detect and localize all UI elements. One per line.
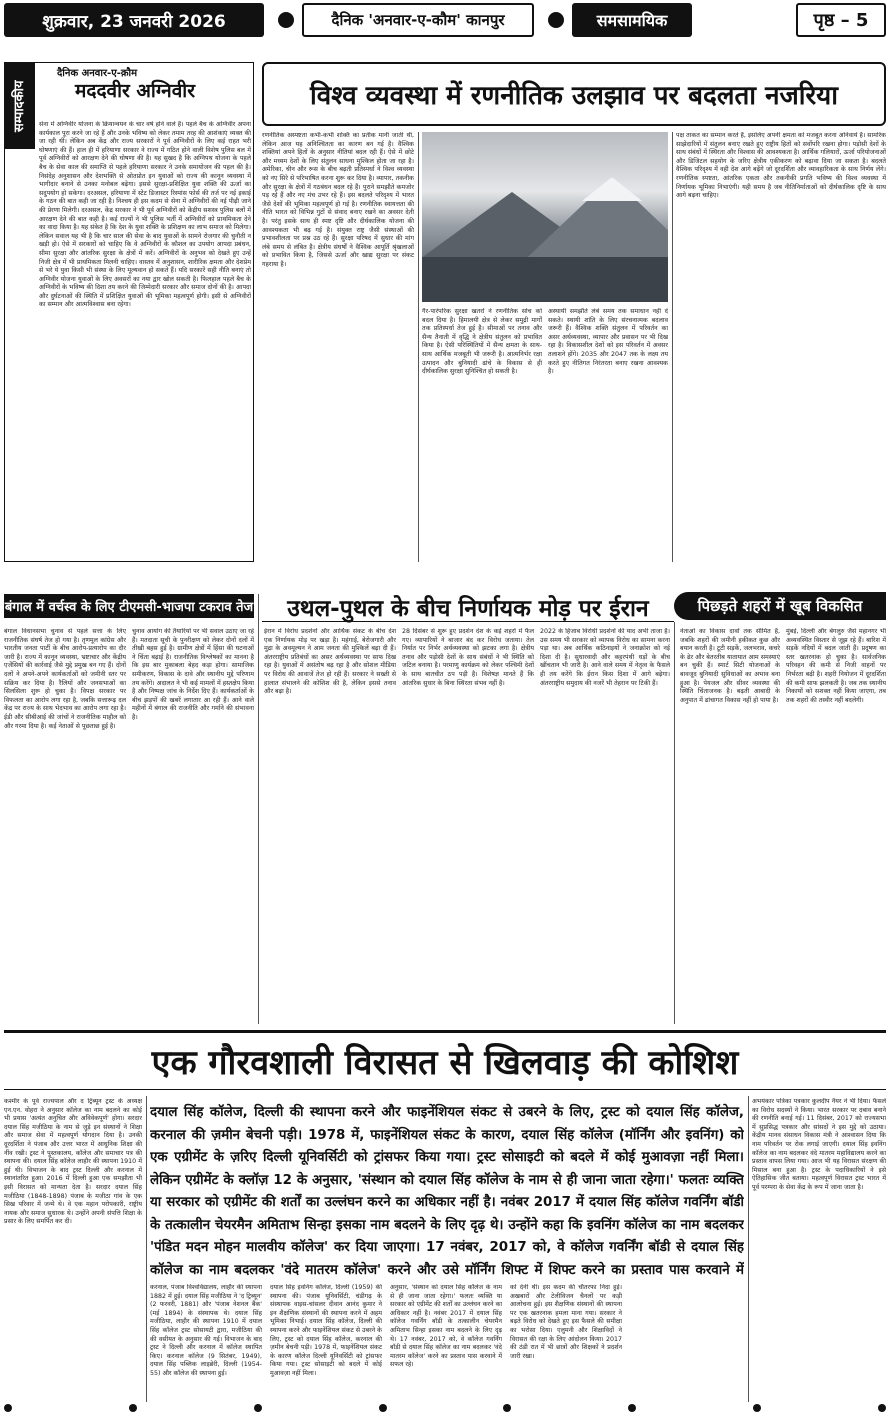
bengal-col-1: बंगाल विधानसभा चुनाव से पहले सत्ता के लिए राजनीतिक संघर्ष तेज हो गया है। तृणमूल कांग्रेस और भारतीय जनता पार्टी के बीच आरोप-प्रत्यारोप का दौर जारी है। राज्य में कानून व्यवस्था, भ्रष्टाचार और केंद्रीय एजेंसियों की कार्रवाई जैसे मुद्दे प्रमुख बन गए हैं। दोनों दलों ने अपने-अपने कार्यकर्ताओं को जमीनी स्तर पर सक्रिय कर दिया है। रैलियों और जनसभाओं का सिलसिला शुरू हो चुका है। विपक्ष सरकार पर विफलता का आरोप लगा रहा है, जबकि सत्तारूढ़ दल केंद्र पर राज्य के साथ भेदभाव का आरोप लगा रहा है। ईडी और सीबीआई की जांचों ने राजनीतिक माहौल को और गरमा दिया है। कई नेताओं से पूछताछ हुई है। [4,628,126,730]
iran-col-2: 28 दिसंबर से शुरू हुए प्रदर्शन देश के कई शहरों में फैल गए। व्यापारियों ने बाजार बंद कर विरोध जताया। तेल निर्यात पर निर्भर अर्थव्यवस्था को झटका लगा है। क्षेत्रीय तनाव और पड़ोसी देशों के साथ संबंधों ने भी स्थिति को जटिल बनाया है। परमाणु कार्यक्रम को लेकर पश्चिमी देशों के साथ बातचीत ठप पड़ी है। विशेषज्ञ मानते हैं कि आंतरिक सुधार के बिना स्थिरता संभव नहीं है। [402,628,534,687]
cities-headline: पिछड़ते शहरों में खूब विकसित [674,592,886,620]
mountain-photo [422,132,668,302]
column-rule [748,1096,749,1402]
heritage-col-3: दयाल सिंह इवनिंग कॉलेज, दिल्ली (1959) की स्थापना की। पंजाब यूनिवर्सिटी, चंडीगढ़ के संस्थापक वाइस-चांसलर दीवान आनंद कुमार ने इन शैक्षणिक संस्थानों की स्थापना करने में अहम भूमिका निभाई। दयाल सिंह कॉलेज, दिल्ली की स्थापना करने और फाइनेंशियल संकट से उबरने के लिए, ट्रस्ट को दयाल सिंह कॉलेज, करनाल की ज़मीन बेचनी पड़ी। 1978 में, फाइनेंशियल संकट के कारण कॉलेज दिल्ली यूनिवर्सिटी को ट्रांसफर किया गया। ट्रस्ट सोसाइटी को बदले में कोई मुआवज़ा नहीं मिला। [270,1284,382,1377]
iran-headline: उथल-पुथल के बीच निर्णायक मोड़ पर ईरान [262,592,674,622]
editorial-box [4,62,254,562]
registration-marks [4,1404,886,1412]
cities-col-1: नेताओं का विकास दावों तक सीमित है, जबकि शहरों की जमीनी हकीकत कुछ और बयान करती है। टूटी सड़कें, जलभराव, कचरे के ढेर और बेतरतीब यातायात आम समस्याएं बन चुकी हैं। स्मार्ट सिटी योजनाओं के बावजूद बुनियादी सुविधाओं का अभाव बना हुआ है। पेयजल और सीवर व्यवस्था की स्थिति चिंताजनक है। बढ़ती आबादी के अनुपात में ढांचागत विकास नहीं हो पाया है। [680,628,780,704]
editorial-title: मददवीर अग्निवीर [75,80,195,102]
world-col-4: अस्थायी समझौते लंबे समय तक समाधान नहीं दे सकते। स्थायी शांति के लिए संरचनात्मक बदलाव जरूरी हैं। वैश्विक शक्ति संतुलन में परिवर्तन का असर अर्थव्यवस्था, व्यापार और प्रवासन पर भी दिख रहा है। विकासशील देशों को इस परिवर्तन में अवसर तलाशने होंगे। 2035 और 2047 तक के लक्ष्य तय करते हुए नीतिगत निरंतरता बनाए रखना आवश्यक है। [548,308,668,376]
editorial-body: सेना में अग्निवीर योजना के क्रियान्वयन के चार वर्ष होने वाले हैं। पहले बैच के अग्निवीर अपना कार्यकाल पूरा करने जा रहे हैं और उनके भविष्य को लेकर तमाम तरह की आशंकाएं व्यक्त की जा रही थीं। लेकिन अब केंद्र और राज्य सरकारों ने पूर्व अग्निवीरों के लिए कई राहत भरी घोषणाएं की हैं। हाल ही में हरियाणा सरकार ने राज्य में गठित होने वाली विशेष पुलिस बल में पूर्व अग्निवीरों को आरक्षण देने की घोषणा की है। यह सुखद है कि अग्निपथ योजना के पहले बैच के सेवा काल की समाप्ति से पहले हरियाणा सरकार ने उनके समायोजन की पहल की है। निसंदेह अनुशासन और देशभक्ति से ओतप्रोत इन युवाओं को राज्य की कानून व्यवस्था में भागीदार बनाने से उनका मनोबल बढ़ेगा। इससे सुरक्षा-प्रशिक्षित युवा शक्ति की ऊर्जा का सदुपयोग हो सकेगा। दरअसल, हरियाणा में स्टेट डिजास्टर रिस्पांस फोर्स की तर्ज पर नई इकाई के गठन की बात कही जा रही है। निश्चय ही इस कदम से सेना में अग्निवीरों की नई पीढ़ी जाने की प्रेरणा मिलेगी। दरअसल, केंद्र सरकार ने भी पूर्व अग्निवीरों को केंद्रीय सशस्त्र पुलिस बलों में आरक्षण देने की बात कही है। कई राज्यों ने भी पुलिस भर्ती में अग्निवीरों को प्राथमिकता देने का वादा किया है। यह संकेत है कि देश के युवा शक्ति के प्रशिक्षण का लाभ समाज को मिलेगा। लेकिन सवाल यह भी है कि चार साल की सेवा के बाद युवाओं के सामने रोजगार की चुनौती न खड़ी हो। ऐसे में सरकारों को चाहिए कि वे अग्निवीरों के कौशल का उपयोग आपदा प्रबंधन, सीमा सुरक्षा और आंतरिक सुरक्षा के क्षेत्रों में करें। अग्निवीरों के अनुभव को देखते हुए उन्हें निजी क्षेत्र में भी प्राथमिकता मिलनी चाहिए। वास्तव में अनुशासन, शारीरिक क्षमता और देशप्रेम से भरे ये युवा किसी भी संस्था के लिए मूल्यवान हो सकते हैं। यदि सरकारें सही नीति बनाएं तो अग्निवीर योजना युवाओं के लिए अवसरों का नया द्वार खोल सकती है। फिलहाल पहले बैच के अग्निवीरों के भविष्य की दिशा तय करने की जिम्मेदारी सरकार और समाज दोनों की है। आपदा और दुर्घटनाओं की स्थिति में प्रशिक्षित युवाओं की भूमिका महत्वपूर्ण होगी। इसी से अग्निवीरों का सम्मान और आत्मविश्वास बना रहेगा। [39,121,251,309]
heritage-lead: दयाल सिंह कॉलेज, दिल्ली की स्थापना करने और फाइनेंशियल संकट से उबरने के लिए, ट्रस्ट को दयाल सिंह कॉलेज, करनाल की ज़मीन बेचनी पड़ी। 1978 में, फाइनेंशियल संकट के कारण, दयाल सिंह कॉलेज (मॉर्निंग और इवनिंग) को एक एग्रीमेंट के ज़रिए दिल्ली यूनिवर्सिटी को ट्रांसफर किया गया। ट्रस्ट सोसाइटी को बदले में कोई मुआवज़ा नहीं मिला। लेकिन एग्रीमेंट के क्लॉज़ 12 के अनुसार, 'संस्थान को दयाल सिंह कॉलेज के नाम से ही जाना जाता रहेगा।' फलतः व्यक्ति या सरकार को एग्रीमेंट की शर्तों का उल्लंघन करने का अधिकार नहीं है। नवंबर 2017 में दयाल सिंह कॉलेज गवर्निंग बॉडी के तत्कालीन चेयरमैन अमिताभ सिन्हा इसका नाम बदलने के लिए दृढ़ थे। उन्होंने कहा कि इवनिंग कॉलेज का नाम बदलकर 'पंडित मदन मोहन मालवीय कॉलेज' कर दिया जाएगा। 17 नवंबर, 2017 को, वे कॉलेज गवर्निंग बॉडी से दयाल सिंह कॉलेज का नाम बदलकर 'वंदे मातरम कॉलेज' करने और उसे मॉर्निंग शिफ्ट में शिफ्ट करने का प्रस्ताव पास करवाने में [150,1105,744,1278]
heritage-col-5: को देनी थी। इस कदम की चौतरफा निंदा हुई। अखबारों और टेलीविजन चैनलों पर कड़ी आलोचना हुई। इस शैक्षणिक संस्थानों की स्थापना पर एक खतरनाक हमला माना गया। सरकार ने बढ़ते विरोध को देखते हुए इस फैसले की समीक्षा का भरोसा दिया। एलुमनी और शिक्षाविदों ने विरासत की रक्षा के लिए आंदोलन किया। 2017 की ठंडी रात में भी छात्रों और शिक्षकों ने प्रदर्शन जारी रखा। [510,1284,622,1360]
section-name: समसामयिक [572,3,692,37]
paper-name: दैनिक 'अनवार-ए-कौम' कानपुर [302,3,534,37]
heritage-headline: एक गौरवशाली विरासत से खिलवाड़ की कोशिश [4,1030,886,1090]
bengal-col-2: चुनाव आयोग की तैयारियों पर भी सवाल उठाए जा रहे हैं। मतदाता सूची के पुनरीक्षण को लेकर दोनों दलों में तीखी बहस हुई है। ग्रामीण क्षेत्रों में हिंसा की घटनाओं ने चिंता बढ़ाई है। राजनीतिक विश्लेषकों का मानना है कि इस बार मुकाबला बेहद कड़ा होगा। सामाजिक समीकरण, विकास के दावे और स्थानीय मुद्दे परिणाम तय करेंगे। अदालत ने भी कई मामलों में हस्तक्षेप किया है और निष्पक्ष जांच के निर्देश दिए हैं। कार्यकर्ताओं के बीच झड़पों की खबरें लगातार आ रही हैं। आने वाले महीनों में बंगाल की राजनीति और गर्माने की संभावना है। [132,628,254,721]
world-col-5: पक्ष ताकत का सम्मान करते हैं, इसलिए अपनी क्षमता को मजबूत करना अनिवार्य है। सामरिक साझेदारियों में संतुलन बनाए रखते हुए राष्ट्रीय हितों को सर्वोपरि रखना होगा। पड़ोसी देशों के साथ संबंधों में स्थिरता और विश्वास की आवश्यकता है। आर्थिक गलियारों, ऊर्जा परियोजनाओं और डिजिटल सहयोग के जरिए क्षेत्रीय एकीकरण को बढ़ावा दिया जा सकता है। बदलते वैश्विक परिदृश्य में वही देश आगे बढ़ेंगे जो दूरदर्शिता और व्यावहारिकता के साथ निर्णय लेंगे। रणनीतिक स्पष्टता, आंतरिक एकता और तकनीकी प्रगति भविष्य की विश्व व्यवस्था में निर्णायक भूमिका निभाएंगी। यही समय है जब नीतिनिर्माताओं को दीर्घकालिक दृष्टि के साथ आगे बढ़ना चाहिए। [676,132,886,200]
iran-col-3: 2022 के हिजाब विरोधी प्रदर्शनों की याद अभी ताजा है। उस समय भी सरकार को व्यापक विरोध का सामना करना पड़ा था। अब आर्थिक कठिनाइयों ने जनाक्रोश को नई दिशा दी है। सुधारवादी और कट्टरपंथी धड़ों के बीच खींचतान भी जारी है। आने वाले समय में नेतृत्व के फैसले ही तय करेंगे कि ईरान किस दिशा में आगे बढ़ेगा। अंतरराष्ट्रीय समुदाय की नजरें भी तेहरान पर टिकी हैं। [540,628,670,687]
issue-date: शुक्रवार, 23 जनवरी 2026 [4,3,264,37]
bengal-headline: बंगाल में वर्चस्व के लिए टीएमसी-भाजपा टकराव तेज [4,594,254,618]
column-rule [674,622,675,1024]
world-col-3: गैर-पारंपरिक सुरक्षा खतरों ने रणनीतिक सोच को बदल दिया है। हिमालयी क्षेत्र से लेकर समुद्री मार्गों तक प्रतिस्पर्धा तेज हुई है। सीमाओं पर तनाव और सैन्य तैनाती में वृद्धि ने क्षेत्रीय संतुलन को प्रभावित किया है। ऐसी परिस्थितियों में सैन्य क्षमता के साथ-साथ आर्थिक मजबूती भी जरूरी है। आत्मनिर्भर रक्षा उत्पादन और बुनियादी ढांचे के विकास से ही दीर्घकालिक सुरक्षा सुनिश्चित हो सकती है। [422,308,542,376]
editorial-paper-name: दैनिक अनवार-ए-क़ौम [57,68,138,79]
iran-col-1: ईरान में विरोध प्रदर्शनों और आर्थिक संकट के बीच देश एक निर्णायक मोड़ पर खड़ा है। महंगाई, बेरोजगारी और मुद्रा के अवमूल्यन ने आम जनता की मुश्किलें बढ़ा दी हैं। अंतरराष्ट्रीय प्रतिबंधों का असर अर्थव्यवस्था पर साफ दिख रहा है। युवाओं में असंतोष बढ़ रहा है और सोशल मीडिया पर विरोध की आवाजें तेज हो रही हैं। सरकार ने सख्ती से हालात संभालने की कोशिश की है, लेकिन इससे तनाव और बढ़ा है। [264,628,396,696]
bullet-icon [548,12,564,28]
heritage-right-col: अभयंकार पत्रिका पत्रकार कुलदीप नैयर ने भी दिया। फैसले का विरोध सदस्यों ने किया। भारत सरकार पर दबाव बनाने की रणनीति बनाई गई। 11 दिसंबर, 2017 को राज्यसभा में सुप्रसिद्ध पत्रकार और सांसदों ने इस मुद्दे को उठाया। केंद्रीय मानव संसाधन विकास मंत्री ने आश्वासन दिया कि नाम परिवर्तन पर रोक लगाई जाएगी। दयाल सिंह इवनिंग कॉलेज का नाम बदलकर वंदे मातरम महाविद्यालय करने का प्रस्ताव वापस लिया गया। आज भी यह विरासत संरक्षण की मिसाल बना हुआ है। ट्रस्ट के पदाधिकारियों ने इसे ऐतिहासिक जीत बताया। महत्वपूर्ण विरासत ट्रस्ट भारत में पूर्व परम्परा के सेवा केंद्र के रूप में जाना जाता है। [752,1098,886,1191]
column-rule [258,594,259,1024]
world-col-1: रणनीतिक अस्पष्टता कभी-कभी शक्ति का प्रतीक मानी जाती थी, लेकिन आज यह अनिश्चितता का कारण बन गई है। वैश्विक शक्तियां अपने हितों के अनुसार नीतियां बदल रही हैं। ऐसे में छोटे और मध्यम देशों के लिए संतुलन साधना मुश्किल होता जा रहा है। अमेरिका, चीन और रूस के बीच बढ़ती प्रतिस्पर्धा ने विश्व व्यवस्था को नए सिरे से परिभाषित करना शुरू कर दिया है। व्यापार, तकनीक और सुरक्षा के क्षेत्रों में गठबंधन बदल रहे हैं। पुराने समझौते कमजोर पड़ रहे हैं और नए मंच उभर रहे हैं। इस बदलते परिदृश्य में भारत जैसे देशों की भूमिका महत्वपूर्ण हो गई है। रणनीतिक स्वायत्तता की नीति भारत को विभिन्न गुटों से संवाद बनाए रखने का अवसर देती है। परंतु इसके साथ ही स्पष्ट दृष्टि और दीर्घकालिक योजना की आवश्यकता भी बढ़ गई है। संयुक्त राष्ट्र जैसी संस्थाओं की प्रभावशीलता पर प्रश्न उठ रहे हैं। सुरक्षा परिषद में सुधार की मांग लंबे समय से लंबित है। क्षेत्रीय संघर्षों ने वैश्विक आपूर्ति श्रृंखलाओं को प्रभावित किया है, जिससे ऊर्जा और खाद्य सुरक्षा पर संकट गहराया है। [262,132,414,268]
heritage-col-2: करनाल, पंजाब विश्वविद्यालय, लाहौर की स्थापना 1882 में हुई। दयाल सिंह मजीठिया ने 'द ट्रिब्यून' (2 फरवरी, 1881) और 'पंजाब नेशनल बैंक' (मई 1894) के संस्थापक थे। दयाल सिंह मजीठिया, लाहौर की स्थापना 1910 में दयाल सिंह कॉलेज ट्रस्ट सोसायटी द्वारा, मजीठिया की की वसीयत के अनुसार की गई। विभाजन के बाद ट्रस्ट ने दिल्ली और करनाल में कॉलेज स्थापित किए। करनाल कॉलेज (9 सितंबर, 1949), दयाल सिंह पब्लिक लाइब्रेरी, दिल्ली (1954-55) और कॉलेज की स्थापना हुई। [150,1284,262,1377]
page-header [4,3,886,37]
column-rule [418,132,419,562]
editorial-label: सम्पादकीय [5,63,35,149]
cities-col-2: मुंबई, दिल्ली और बेंगलुरु जैसे महानगर भी अव्यवस्थित विस्तार से जूझ रहे हैं। बारिश में सड़कें नदियों में बदल जाती हैं। प्रदूषण का स्तर खतरनाक हो चुका है। सार्वजनिक परिवहन की कमी से निजी वाहनों पर निर्भरता बढ़ी है। शहरी नियोजन में दूरदर्शिता की कमी साफ झलकती है। जब तक स्थानीय निकायों को सशक्त नहीं किया जाएगा, तब तक शहरों की तस्वीर नहीं बदलेगी। [786,628,886,704]
bullet-icon [278,12,294,28]
column-rule [672,132,673,562]
column-rule [146,1096,147,1402]
heritage-col-4: अनुसार, 'संस्थान को दयाल सिंह कॉलेज के नाम से ही जाना जाता रहेगा।' फलतः व्यक्ति या सरकार को एग्रीमेंट की शर्तों का उल्लंघन करने का अधिकार नहीं है। नवंबर 2017 में दयाल सिंह कॉलेज गवर्निंग बॉडी के तत्कालीन चेयरमैन अमिताभ सिन्हा इसका नाम बदलने के लिए दृढ़ थे। 17 नवंबर, 2017 को, वे कॉलेज गवर्निंग बॉडी से दयाल सिंह कॉलेज का नाम बदलकर 'वंदे मातरम कॉलेज' करने का प्रस्ताव पास करवाने में सफल रहे। [390,1284,502,1369]
page-number: पृष्ठ – 5 [796,3,886,37]
heritage-left-col: कश्मीर के पूर्व राज्यपाल और द ट्रिब्यून ट्रस्ट के अध्यक्ष एन.एन. वोहरा ने अनुसार कॉलेज का नाम बदलने का कोई भी प्रयास 'अत्यंत अनुचित और अविवेकपूर्ण' होगा। सरदार दयाल सिंह मजीठिया के नाम से जुड़े इन संस्थानों ने शिक्षा और समाज सेवा में महत्वपूर्ण योगदान दिया है। उनकी दूरदर्शिता ने पंजाब और उत्तर भारत में आधुनिक शिक्षा की नींव रखी। ट्रस्ट ने पुस्तकालय, कॉलेज और समाचार पत्र की स्थापना की। दयाल सिंह कॉलेज लाहौर की स्थापना 1910 में हुई थी। विभाजन के बाद ट्रस्ट दिल्ली और करनाल में स्थानांतरित हुआ। 2016 में दिल्ली हुआ एक समझौता भी इसी विरासत को मान्यता देता है। सरदार दयाल सिंह मजीठिया (1848-1898) पंजाब के मजीठा गांव के एक सिख परिवार में जन्मे थे। वे एक महान परोपकारी, राष्ट्रीय नायक और समाज सुधारक थे। उन्होंने अपनी संपत्ति शिक्षा के प्रसार के लिए समर्पित कर दी। [4,1098,142,1226]
world-headline: विश्व व्यवस्था में रणनीतिक उलझाव पर बदलता नजरिया [262,62,886,126]
